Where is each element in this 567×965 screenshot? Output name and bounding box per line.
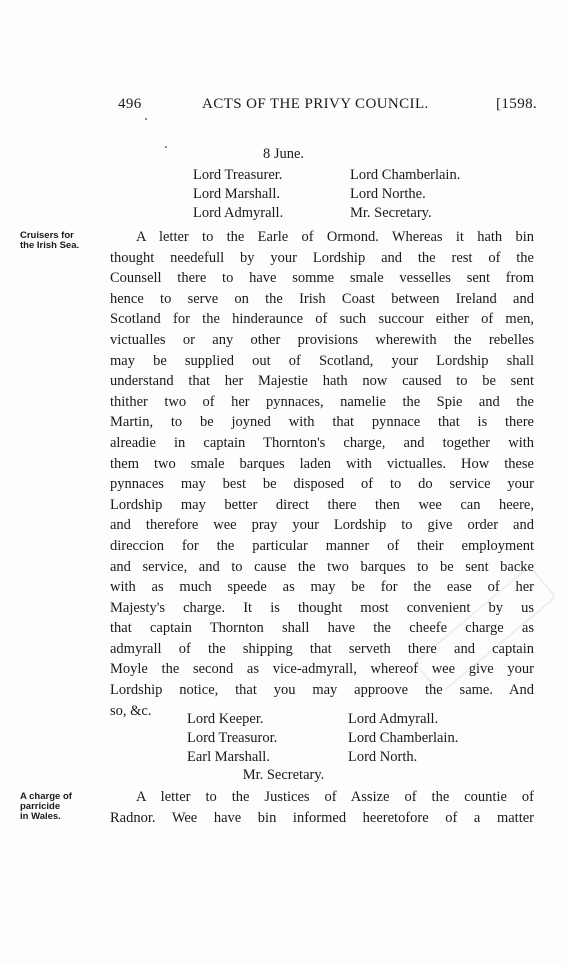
text-line: Martin, to be joyned with that pynnace that is there (110, 414, 534, 431)
margin-note-line: A charge of (20, 791, 72, 802)
attendee: Mr. Secretary. (350, 205, 432, 221)
text-line: A letter to the Earle of Ormond. Whereas it hath bin (136, 229, 534, 245)
attendees-right-2 (348, 710, 458, 767)
running-head (118, 96, 558, 118)
margin-note-parricide (20, 792, 72, 822)
text-line: that captain Thornton shall have the cheefe charge as (110, 620, 534, 637)
letter-radnor (110, 787, 534, 828)
attendee: Lord Admyrall. (193, 205, 284, 221)
attendee: Lord Treasurer. (193, 167, 283, 183)
watermark-stamp (400, 570, 567, 690)
text-line: direccion for the particular manner of their employment (110, 537, 534, 554)
attendees-left-1 (193, 166, 283, 223)
margin-note-line: parricide (20, 801, 61, 812)
margin-note-cruisers (20, 231, 79, 251)
text-line: alreadie in captain Thornton's charge, and together with (110, 434, 534, 451)
attendee: Lord North. (348, 749, 418, 765)
text-line: pynnaces may best be disposed of to do service your (110, 476, 534, 493)
attendee: Lord Treasuror. (187, 730, 278, 746)
text-line: victualles or any other provisions wherewith the rebelles (110, 331, 534, 348)
text-line: A letter to the Justices of Assize of the countie of (136, 789, 534, 805)
text-line: them two smale barques laden with victualles. How these (110, 455, 534, 472)
attendee-secretary: Mr. Secretary. (242, 767, 325, 783)
attendee: Lord Chamberlain. (348, 730, 459, 746)
attendee: Lord Admyrall. (348, 711, 439, 727)
text-line: Moyle the second as vice-admyrall, whereof wee give your (110, 661, 534, 678)
text-line: and service, and to cause the two barques to be sent backe (110, 558, 534, 575)
attendees-right-1 (350, 166, 460, 223)
text-line: Lordship notice, that you may approove the same. And (110, 682, 534, 699)
print-speck (145, 118, 147, 120)
text-line: hence to serve on the Irish Coast between Ireland and (110, 290, 534, 307)
attendee: Lord Northe. (350, 186, 426, 202)
page-number: 496 (118, 96, 142, 112)
attendee: Lord Chamberlain. (350, 167, 461, 183)
attendees-left-2 (187, 710, 277, 767)
text-line: admyrall of the shipping that serveth there and captain (110, 640, 534, 657)
running-title: ACTS OF THE PRIVY COUNCIL. (202, 96, 429, 112)
attendee: Lord Keeper. (187, 711, 264, 727)
text-line: and therefore wee pray your Lordship to give order and (110, 517, 534, 534)
text-line: Lordship may better direct there then wee can heere, (110, 496, 534, 513)
text-line: Radnor. Wee have bin informed heeretofore of a matter (110, 809, 534, 826)
text-line: Counsell there to have somme smale vesselles sent from (110, 270, 534, 287)
text-line: Scotland for the hinderaunce of such succour either of men, (110, 311, 534, 328)
attendee: Earl Marshall. (187, 749, 270, 765)
meeting-date: 8 June. (262, 146, 305, 162)
margin-note-line: the Irish Sea. (20, 240, 80, 251)
attendee: Lord Marshall. (193, 186, 280, 202)
text-line: so, &c. (110, 702, 152, 719)
year-marker: [1598. (496, 96, 538, 112)
text-line: with as much speede as may be for the ease of her (110, 579, 534, 596)
text-line: thought needefull by your Lordship and the rest of the (110, 249, 534, 266)
margin-note-line: Cruisers for (20, 230, 74, 241)
text-line: may be supplied out of Scotland, your Lordship shall (110, 352, 534, 369)
text-line: Majesty's charge. It is thought most convenient by us (110, 599, 534, 616)
margin-note-line: in Wales. (20, 811, 61, 822)
text-line: understand that her Majestie hath now caused to be sent (110, 373, 534, 390)
text-line: thither two of her pynnaces, namelie the Spie and the (110, 393, 534, 410)
